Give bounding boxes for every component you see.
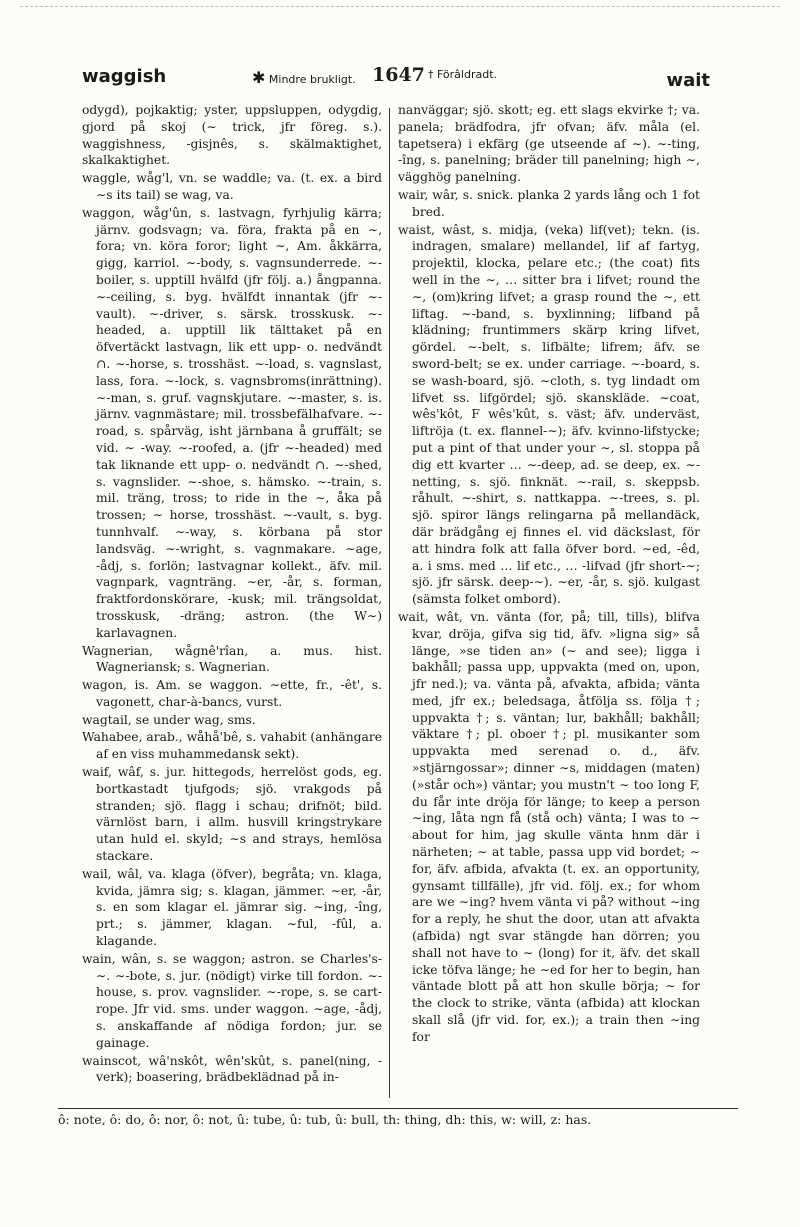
entry-paragraph: Wahabee, arab., wåhå'bê, s. vahabit (anhängare af en viss muhammedansk sekt). <box>82 730 382 762</box>
obsolescence-label: Mindre brukligt. <box>268 73 356 86</box>
left-column <box>82 102 382 1087</box>
entry-paragraph: wagon, is. Am. se waggon. ∼ette, fr., -êt', s. vagonett, char-à-bancs, vurst. <box>82 678 382 709</box>
column-divider <box>389 108 390 1098</box>
entry-paragraph: wail, wâl, va. klaga (öfver), begråta; vn. klaga, kvida, jämra sig; s. klagan, jämmer. ∼er, -år, s. en som klagar el. jämrar sig. ∼ing, -îng, prt.; s. jämmer, klagan. ∼ful, -fûl, a. klagande. <box>82 866 382 949</box>
page-header <box>82 64 710 98</box>
top-edge-dashes <box>20 6 780 7</box>
right-column <box>398 102 700 1047</box>
entry-paragraph: wait, wât, vn. vänta (for, på; till, tills), blifva kvar, dröja, gifva sig tid, äfv. »ligna sig» så länge, »se tiden an» (∼ and see); ligga i bakhåll; passa upp, uppvakta (med on, upon, jfr ned.); va. vänta på, afvakta, afbida; vänta med, jfr ex.; beledsaga, åtfölja ss. följa †; uppvakta †; s. väntan; lur, bakhåll; bakhåll; väktare †; pl. oboer †; pl. musikanter som uppvakta med serenad o. d., äfv. »stjärngossar»; dinner ∼s, middagen (maten) (»står och») väntar; you mustn't ∼ too long F, du får inte dröja för länge; to keep a person ∼ing, låta ngn få (stå och) vänta; I was to ∼ about for him, jag skulle vänta hnm där i närheten; ∼ at table, passa upp vid bordet; ∼ for, äfv. afbida, afvakta (t. ex. an opportunity, gynsamt tillfälle), jfr vid. följ. ex.; for whom are we ∼ing? hvem vänta vi på? without ∼ing for a reply, he shut the door, utan att afvakta (afbida) ngt svar stängde han dörren; you shall not have to ∼ (long) for it, äfv. det skall icke töfva länge; he ∼ed for her to begin, han väntade blott på att hon skulle börja; ∼ for the clock to strike, vänta (afbida) att klockan skall slå (jfr vid. for, ex.); a train then ∼ing for <box>398 609 700 1044</box>
entry-paragraph: wagtail, se under wag, sms. <box>82 712 256 727</box>
entry-paragraph: odygd), pojkaktig; yster, uppsluppen, odygdig, gjord på skoj (∼ trick, jfr föreg. s.). waggishness, -gisjnês, s. skälmaktighet, skalkaktighet. <box>82 103 382 168</box>
entry-paragraph: waggle, wåg'l, vn. se waddle; va. (t. ex. a bird ∼s its tail) se wag, va. <box>82 171 382 202</box>
guide-word-right: wait <box>666 70 710 91</box>
archaic-legend: † Förâldradt. <box>428 68 498 81</box>
entry-paragraph: waist, wâst, s. midja, (veka) lif(vet); tekn. (is. indragen, smalare) mellandel, lif af fartyg, projektil, klocka, pelare etc.; (the coat) fits well in the ∼, … sitter bra i lifvet; round the ∼, (om)kring lifvet; a grasp round the ∼, ett liftag. ∼-band, s. byxlinning; lifband på klädning; fruntimmers skärp kring lifvet, gördel. ∼-belt, s. lifbälte; lifrem; äfv. se sword-belt; se ex. under carriage. ∼-board, s. se wash-board, sjö. ∼cloth, s. tyg lindadt om lifvet ss. lifgördel; sjö. skanskläde. ∼coat, wês'kôt, F wês'kût, s. väst; äfv. underväst, liftröja (t. ex. flannel-∼); äfv. kvinno-lifstycke; put a pint of that under your ∼, sl. stoppa på dig ett kvarter … ∼-deep, ad. se deep, ex. ∼-netting, s. sjö. finknät. ∼-rail, s. skeppsb. råhult. ∼-shirt, s. nattkappa. ∼-trees, s. pl. sjö. spiror längs relingarna på mellandäck, där brädgång ej finnes el. vid däckslast, för att hindra folk att falla öfver bord. ∼ed, -êd, a. i sms. med … lif etc., … -lifvad (jfr short-∼; sjö. jfr särsk. deep-∼). ∼er, -år, s. sjö. kulgast (sämsta folket ombord). <box>398 222 700 607</box>
entry-paragraph: nanväggar; sjö. skott; eg. ett slags ekvirke †; va. panela; brädfodra, jfr ofvan; äfv. måla (el. tapetsera) i ekfärg (ge utseende af ∼). ∼-ting, -îng, s. panelning; bräder till panelning; high ∼, vägghög panelning. <box>398 103 700 185</box>
entry-paragraph: wain, wân, s. se waggon; astron. se Charles's-∼. ∼-bote, s. jur. (nödigt) virke till fordon. ∼-house, s. prov. vagnslider. ∼-rope, s. se cart-rope. Jfr vid. sms. under waggon. ∼age, -ådj, s. anskaffande af nödiga fordon; jur. se gainage. <box>82 951 382 1050</box>
entry-paragraph: wainscot, wâ'nskôt, wên'skût, s. panel(ning, -verk); boasering, brädbeklädnad på in- <box>82 1053 382 1085</box>
asterisk-icon: ✱ <box>252 68 266 87</box>
pronunciation-key: ô: note, ô: do, ô: nor, ô: not, û: tube, û: tub, û: bull, th: thing, dh: this, w: will, z: has. <box>58 1112 592 1127</box>
footer-rule <box>58 1108 738 1109</box>
entry-paragraph: waif, wâf, s. jur. hittegods, herrelöst gods, eg. bortkastadt tjufgods; sjö. vrakgods på stranden; sjö. flagg i schau; drifnöt; bild. värnlöst barn, i allm. husvill kringstrykare utan huld el. skyld; ∼s and strays, hemlösa stackare. <box>82 765 382 864</box>
obsolescence-legend <box>252 68 356 87</box>
entry-paragraph: Wagnerian, wågnê'rîan, a. mus. hist. Wagneriansk; s. Wagnerian. <box>82 643 382 675</box>
entry-paragraph: wair, wâr, s. snick. planka 2 yards lång och 1 fot bred. <box>398 187 700 219</box>
guide-word-left: waggish <box>82 66 167 87</box>
entry-paragraph: waggon, wåg'ûn, s. lastvagn, fyrhjulig kärra; järnv. godsvagn; va. föra, frakta på en ∼, fora; vn. köra foror; light ∼, Am. åkkärra, gigg, karriol. ∼-body, s. vagnsunderrede. ∼-boiler, s. upptill hvälfd (jfr följ. a.) ångpanna. ∼-ceiling, s. byg. hvälfdt innantak (jfr ∼-vault). ∼-driver, s. särsk. trosskusk. ∼-headed, a. upptill lik tälttaket på en öfvertäckt lastvagn, lik ett upp- o. nedvändt ∩. ∼-horse, s. trosshäst. ∼-load, s. vagnslast, lass, fora. ∼-lock, s. vagnsbroms(inrättning). ∼-man, s. gruf. vagnskjutare. ∼-master, s. is. järnv. vagnmästare; mil. trossbefälhafvare. ∼-road, s. spårväg, isht järnbana å gruffält; se vid. ∼ -way. ∼-roofed, a. (jfr ∼-headed) med tak liknande ett upp- o. nedvändt ∩. ∼-shed, s. vagnslider. ∼-shoe, s. hämsko. ∼-train, s. mil. träng, tross; to ride in the ∼, åka på trossen; ∼ horse, trosshäst. ∼-vault, s. byg. tunnhvalf. ∼-way, s. körbana på stor landsväg. ∼-wright, s. vagnmakare. ∼age, -ådj, s. forlön; lastvagnar kollekt., äfv. mil. vagnpark, vagnträng. ∼er, -år, s. forman, fraktfordonskörare, -kusk; mil. trängsoldat, trosskusk, -dräng; astron. (the W∼) karlavagnen. <box>82 205 382 640</box>
page-number: 1647 <box>372 64 425 86</box>
